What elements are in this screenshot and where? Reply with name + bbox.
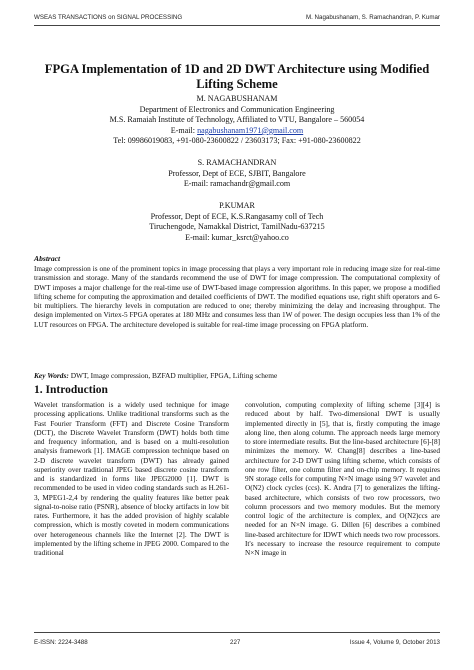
- author-block-3: [30, 201, 444, 243]
- page-footer: [34, 639, 440, 649]
- footer-issue: Issue 4, Volume 9, October 2013: [349, 639, 440, 646]
- footer-rule: [34, 632, 440, 633]
- author-email: E-mail: kumar_ksrct@yahoo.co: [185, 232, 289, 242]
- author-affiliation: Professor, Dept of ECE, SJBIT, Bangalore: [168, 168, 306, 178]
- paragraph: convolution, computing complexity of lifting scheme [3][4] is reduced about by half. Two-dimensional DWT is usually implemented directly in [5], that is, firstly computing the image along line, then along column. The approach needs large memory to store intermediate results. But the line-based architecture [6]-[8] minimizes the memory. W. Chang[8] describes a line-based architecture for 2-D DWT using lifting scheme, which consists of one row filter, one column filter and on-chip memory. It requires 9N storage cells for computing N×N image using 9/7 wavelet and O(N2) clock cycles (ccs). K. Andra [7] to generalizes the lifting-based architecture, which consists of two row processors, two column processors and two memory modules. But the memory control logic of the architecture is complex, and O(N2)ccs are needed for an N×N image. G. Dillen [6] describes a combined line-based architecture for IDWT which needs two row processors. It's necessary to increase the resource requirement to compute N×N image in: [245, 401, 440, 557]
- footer-issn: E-ISSN: 2224-3488: [34, 639, 88, 646]
- author-block-2: [30, 158, 444, 190]
- header-rule: [34, 25, 440, 26]
- author-phone: Tel: 09986019083, +91-080-23600822 / 23603173; Fax: +91-080-23600822: [113, 136, 361, 146]
- title-line-2: Lifting Scheme: [196, 77, 278, 91]
- author-email-link[interactable]: nagabushanam1971@gmail.com: [197, 125, 304, 135]
- author-email: E-mail: ramachandr@gmail.com: [183, 179, 291, 189]
- page-number: 227: [230, 639, 241, 646]
- author-affiliation: Tiruchengode, Namakkal District, TamilNadu-637215: [149, 222, 325, 232]
- author-email-line: [30, 126, 444, 137]
- email-label: E-mail:: [170, 125, 198, 135]
- author-affiliation: M.S. Ramaiah Institute of Technology, Affiliated to VTU, Bangalore – 560054: [109, 115, 365, 125]
- section-heading: 1. Introduction: [34, 384, 108, 396]
- paragraph: Wavelet transformation is a widely used technique for image processing applications. Unlike traditional transforms such as the Fast Fourier Transform (FFT) and Discrete Cosine Transform (DCT), the Discrete Wavelet Transform (DWT) holds both time and frequency information, and is based on a multi-resolution analysis framework [1]. IMAGE compression technique based on 2-D discrete wavelet transform (DWT) has already gained superiority over traditional JPEG based discrete cosine transform and is standardized in forms like JPEG2000 [1]. DWT is recommended to be used in video coding standards such as H.261-3, MPEG1-2,4 by rendering the quality features like better peak signal-to-noise ratio (PSNR), absence of blocky artifacts in low bit rates. Furthermore, it has the added provision of highly scalable compression, which is mostly coveted in modern communications over heterogeneous channels like the Internet [2]. The DWT is implemented by the lifting scheme in JPEG 2000. Compared to the traditional: [34, 401, 229, 557]
- keywords: [34, 371, 440, 380]
- keywords-list: DWT, Image compression, BZFAD multiplier, FPGA, Lifting scheme: [68, 371, 278, 380]
- abstract-text: Image compression is one of the prominent topics in image processing that plays a very important role in reducing image size for real-time transmission and storage. Many of the standards recommend the use of DWT for image compression. The computational complexity of DWT imposes a major challenge for the real-time use of DWT-based image compression algorithms. In this paper, we propose a modified lifting scheme for computing the approximation and detailed coefficients of DWT. The modified equations use, right shift operators and 6-bit multipliers. The hierarchy levels in computation are reduced to one; thereby minimizing the delay and increasing throughput. The design implemented on Virtex-5 FPGA operates at 180 MHz and consumes less than 1W of power. The design occupies less than 1% of the LUT resources on FPGA. The architecture developed is suitable for real-time image processing on FPGA platform.: [34, 265, 440, 329]
- author-name: S. RAMACHANDRAN: [197, 158, 277, 167]
- right-column: [245, 401, 440, 558]
- header-authors: M. Nagabushanam, S. Ramachandran, P. Kumar: [305, 14, 440, 21]
- keywords-label: Key Words:: [34, 371, 69, 380]
- title-line-1: FPGA Implementation of 1D and 2D DWT Architecture using Modified: [44, 62, 430, 76]
- paper-title: [40, 62, 434, 92]
- left-column: [34, 401, 229, 558]
- abstract-heading: Abstract: [34, 254, 61, 263]
- running-header: [34, 14, 440, 24]
- author-block-1: [30, 94, 444, 147]
- journal-name: WSEAS TRANSACTIONS on SIGNAL PROCESSING: [34, 14, 183, 21]
- author-name: M. NAGABUSHANAM: [196, 94, 278, 103]
- author-name: P.KUMAR: [219, 201, 255, 210]
- author-affiliation: Department of Electronics and Communication Engineering: [139, 104, 335, 114]
- author-affiliation: Professor, Dept of ECE, K.S.Rangasamy coll of Tech: [150, 211, 324, 221]
